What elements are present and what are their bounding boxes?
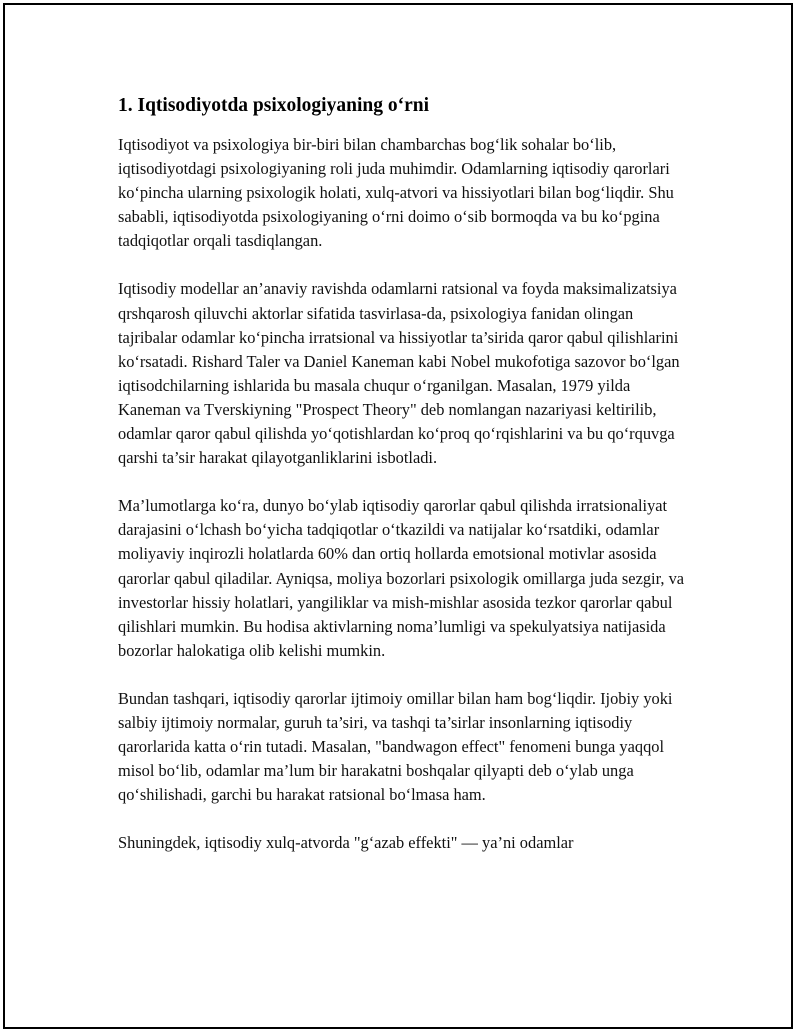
document-body bbox=[118, 93, 688, 879]
paragraph-2: Iqtisodiy modellar an’anaviy ravishda odamlarni ratsional va foyda maksimalizatsiya qrshqarosh qiluvchi aktorlar sifatida tasvirlasa-da, psixologiya fanidan olingan tajribalar odamlar ko‘pincha irratsional va hissiyotlar ta’sirida qaror qabul qilishlarini ko‘rsatadi. Rishard Taler va Daniel Kaneman kabi Nobel mukofotiga sazovor bo‘lgan iqtisodchilarning ishlarida bu masala chuqur o‘rganilgan. Masalan, 1979 yilda Kaneman va Tverskiyning "Prospect Theory" deb nomlangan nazariyasi keltirilib, odamlar qaror qabul qilishda yo‘qotishlardan ko‘proq qo‘rqishlarini va bu qo‘rquvga qarshi ta’sir harakat qilayotganliklarini isbotladi. bbox=[118, 279, 680, 468]
paragraph-5: Shuningdek, iqtisodiy xulq-atvorda "g‘azab effekti" — ya’ni odamlar bbox=[118, 833, 574, 853]
paragraph-3: Ma’lumotlarga ko‘ra, dunyo bo‘ylab iqtisodiy qarorlar qabul qilishda irratsionaliyat darajasini o‘lchash bo‘yicha tadqiqotlar o‘tkazildi va natijalar ko‘rsatdiki, odamlar moliyaviy inqirozli holatlarda 60% dan ortiq hollarda emotsional motivlar asosida qarorlar qabul qiladilar. Ayniqsa, moliya bozorlari psixologik omillarga juda sezgir, va investorlar hissiy holatlari, yangiliklar va mish-mishlar asosida tezkor qarorlar qabul qilishlari mumkin. Bu hodisa aktivlarning noma’lumligi va spekulyatsiya natijasida bozorlar halokatiga olib kelishi mumkin. bbox=[118, 496, 685, 660]
section-heading: 1. Iqtisodiyotda psixologiyaning o‘rni bbox=[118, 95, 429, 116]
paragraph-1: Iqtisodiyot va psixologiya bir-biri bilan chambarchas bog‘lik sohalar bo‘lib, iqtisodiyotdagi psixologiyaning roli juda muhimdir. Odamlarning iqtisodiy qarorlari ko‘pincha ularning psixologik holati, xulq-atvori va hissiyotlari bilan bog‘liqdir. Shu sababli, iqtisodiyotda psixologiyaning o‘rni doimo o‘sib bormoqda va bu ko‘pgina tadqiqotlar orqali tasdiqlangan. bbox=[118, 135, 674, 251]
paragraph-4: Bundan tashqari, iqtisodiy qarorlar ijtimoiy omillar bilan ham bog‘liqdir. Ijobiy yoki salbiy ijtimoiy normalar, guruh ta’siri, va tashqi ta’sirlar insonlarning iqtisodiy qarorlarida katta o‘rin tutadi. Masalan, "bandwagon effect" fenomeni bunga yaqqol misol bo‘lib, odamlar ma’lum bir harakatni boshqalar qilyapti deb o‘ylab unga qo‘shilishadi, garchi bu harakat ratsional bo‘lmasa ham. bbox=[118, 688, 673, 805]
